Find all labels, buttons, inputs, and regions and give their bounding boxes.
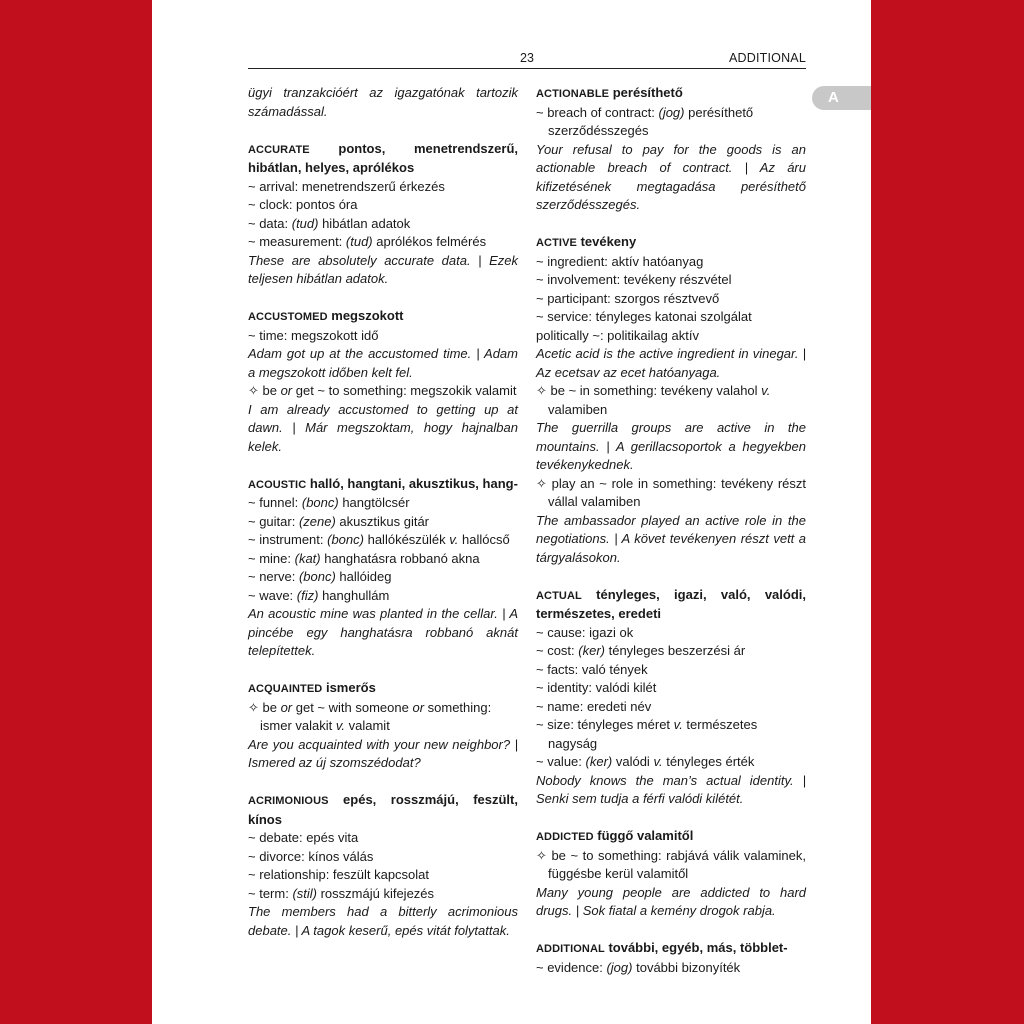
sense-text: tényleges beszerzési ár (605, 643, 746, 658)
headword: ACOUSTIC (248, 478, 307, 491)
sense: ~ ingredient: aktív hatóanyag (536, 253, 704, 269)
entry-additional (536, 939, 806, 977)
sense (248, 587, 518, 606)
sense: ~ clock: pontos óra (248, 197, 358, 212)
entry-acrimonious (248, 791, 518, 940)
sense: ~ facts: való tények (536, 661, 648, 677)
domain-label: (tud) (291, 215, 319, 231)
sense (248, 215, 518, 234)
entry-accurate (248, 140, 518, 289)
example: Your refusal to pay for the goods is an actionable breach of contract. | Az áru kifizetésének megtagadása perésíthető szerződésszegés. (536, 141, 806, 212)
domain-label: (bonc) (298, 569, 336, 584)
sense-text: ~ evidence: (536, 959, 607, 975)
example: An acoustic mine was planted in the cellar. | A pincébe egy hanghatásra robbanó aknát telepítettek. (248, 606, 518, 658)
running-head: ADDITIONAL (728, 51, 806, 65)
entry-acquainted (248, 679, 518, 773)
phrase-text: something: ismer valakit (260, 699, 492, 733)
left-column (248, 84, 518, 959)
example: Acetic acid is the active ingredient in vinegar. | Az ecetsav az ecet hatóanyaga. (536, 346, 806, 380)
sense-text: perésíthető szerződésszegés (548, 104, 754, 138)
sense-text: ~ instrument: (248, 532, 328, 547)
sense-text: hanghullám (318, 587, 390, 603)
or-word: v. (673, 717, 683, 732)
sense-text: ~ value: (536, 754, 586, 769)
headword: ACRIMONIOUS (248, 795, 329, 807)
sense-text: hibátlan adatok (318, 215, 411, 231)
entry-continuation (248, 84, 518, 121)
headword: ADDICTED (536, 831, 594, 843)
sense (248, 233, 518, 252)
sense (536, 716, 806, 753)
sense-text: ~ guitar: (248, 513, 299, 529)
gloss: halló, hangtani, akusztikus, hang- (309, 475, 518, 491)
page-header (248, 50, 806, 69)
sense: ~ participant: szorgos résztvevő (536, 290, 720, 306)
example: The guerrilla groups are active in the mountains. | A gerillacsoportok a hegyekben tevékenykednek. (536, 420, 806, 472)
sense-text: ~ size: tényleges méret (536, 717, 674, 732)
headword: ACQUAINTED (248, 683, 323, 695)
entry-head (248, 475, 518, 495)
phrase (536, 382, 806, 419)
thumb-index-tab[interactable]: A (812, 86, 871, 110)
gloss: megszokott (331, 308, 404, 323)
example: Are you acquainted with your new neighbor? | Ismered az új szomszédodat? (248, 736, 518, 770)
sense-text: valódi (612, 754, 654, 769)
headword: ACTUAL (536, 589, 582, 602)
sense: ~ relationship: feszült kapcsolat (248, 867, 430, 882)
entry-head (248, 307, 518, 327)
gloss: epés, rosszmájú, feszült, kínos (248, 792, 518, 827)
domain-label: (bonc) (327, 532, 364, 547)
sense: ~ service: tényleges katonai szolgálat (536, 309, 752, 324)
entry-actual (536, 586, 806, 809)
sense (248, 513, 518, 532)
sense-text: aprólékos felmérés (372, 234, 487, 249)
sense-text: ~ breach of contract: (536, 104, 659, 120)
entry-head (248, 679, 518, 699)
domain-label: (jog) (606, 959, 633, 975)
entry-actionable (536, 84, 806, 215)
domain-label: (fiz) (296, 587, 319, 603)
gloss: ismerős (325, 680, 376, 695)
headword: ACCUSTOMED (248, 311, 328, 323)
sense (248, 885, 518, 904)
domain-label: (kat) (294, 550, 321, 566)
gloss: tényleges, igazi, való, valódi, természetes, eredeti (536, 586, 806, 621)
gloss: perésíthető (612, 85, 683, 100)
sense (536, 959, 806, 978)
phrase (248, 382, 518, 401)
or-word: or (412, 699, 425, 715)
or-word: or (280, 383, 293, 398)
entry-accustomed (248, 307, 518, 456)
sense: ~ name: eredeti név (536, 698, 652, 714)
or-word: v. (761, 383, 771, 398)
domain-label: (ker) (578, 643, 605, 658)
sense-text: ~ funnel: (248, 495, 302, 510)
example: Many young people are addicted to hard drugs. | Sok fiatal a kemény drogok rabja. (536, 884, 806, 918)
phrase (248, 699, 518, 736)
example: The ambassador played an active role in the negotiations. | A követ tevékenyen részt vett a tárgyalásokon. (536, 512, 806, 565)
entry-head (536, 827, 806, 847)
sense: ~ identity: valódi kilét (536, 680, 657, 695)
phrase: ✧ be ~ to something: rabjává válik valaminek, függésbe kerül valamitől (536, 847, 806, 881)
sense: ~ divorce: kínos válás (248, 848, 374, 864)
example: I am already accustomed to getting up at dawn. | Már megszoktam, hogy hajnalban kelek. (248, 401, 518, 454)
sense-text: ~ term: (248, 885, 293, 901)
sense: politically ~: politikailag aktív (536, 327, 699, 343)
sense-text: tényleges érték (662, 754, 755, 769)
sense-text: ~ cost: (536, 643, 579, 658)
headword: ADDITIONAL (536, 943, 605, 955)
domain-label: (ker) (585, 754, 613, 769)
phrase-text: ✧ be (248, 383, 281, 398)
domain-label: (jog) (658, 104, 685, 120)
sense (248, 494, 518, 513)
sense-text: ~ measurement: (248, 234, 346, 249)
sense-text: rosszmájú kifejezés (316, 885, 435, 901)
sense (536, 104, 806, 141)
sense-text: ~ data: (248, 215, 292, 231)
entry-acoustic (248, 475, 518, 661)
sense-text: hallóideg (335, 569, 392, 584)
sense (248, 568, 518, 587)
sense-text: ~ wave: (248, 587, 297, 603)
gloss: függő valamitől (597, 828, 694, 843)
domain-label: (bonc) (301, 495, 339, 510)
sense (248, 550, 518, 569)
sense: ~ cause: igazi ok (536, 624, 634, 640)
example: Nobody knows the man’s actual identity. | Senki sem tudja a férfi valódi kilétét. (536, 772, 806, 806)
gloss: tevékeny (580, 234, 637, 249)
phrase-text: ✧ be ~ in something: tevékeny valahol (536, 383, 762, 398)
entry-addicted (536, 827, 806, 921)
entry-active (536, 233, 806, 567)
sense (248, 531, 518, 550)
phrase: ✧ play an ~ role in something: tevékeny részt vállal valamiben (536, 475, 806, 509)
gloss: pontos, menetrendszerű, hibátlan, helyes, aprólékos (248, 140, 518, 175)
example: Adam got up at the accustomed time. | Adam a megszokott időben kelt fel. (248, 346, 518, 380)
sense: ~ debate: epés vita (248, 830, 359, 845)
sense-text: hallócső (458, 532, 510, 547)
sense-text: hallókészülék (363, 532, 450, 547)
right-column (536, 84, 806, 996)
headword: ACTIVE (536, 237, 577, 249)
sense-text: természetes nagyság (548, 717, 758, 751)
sense-text: hangtölcsér (338, 495, 410, 510)
domain-label: (tud) (345, 234, 373, 249)
sense-text: hanghatásra robbanó akna (320, 550, 480, 566)
domain-label: (stil) (292, 885, 317, 901)
headword: ACTIONABLE (536, 88, 610, 100)
headword: ACCURATE (248, 143, 310, 156)
sense-text: ~ mine: (248, 550, 295, 566)
or-word: or (280, 699, 293, 715)
or-word: v. (449, 532, 459, 547)
entry-head (536, 586, 806, 624)
sense: ~ arrival: menetrendszerű érkezés (248, 178, 445, 194)
sense-text: további bizonyíték (632, 959, 741, 975)
page-number: 23 (520, 51, 534, 65)
domain-label: (zene) (298, 513, 336, 529)
phrase-text: valamit (345, 718, 390, 733)
sense (536, 642, 806, 661)
phrase-text: get ~ with someone (292, 699, 413, 715)
sense: ~ involvement: tevékeny részvétel (536, 272, 732, 287)
entry-head (536, 233, 806, 253)
example: These are absolutely accurate data. | Ezek teljesen hibátlan adatok. (248, 252, 518, 286)
gloss: további, egyéb, más, többlet- (608, 940, 788, 955)
sense-text: ~ nerve: (248, 569, 299, 584)
phrase-text: valamiben (548, 401, 608, 417)
example: ügyi tranzakcióért az igazgatónak tartozik számadással. (248, 85, 518, 119)
entry-head (536, 939, 806, 959)
entry-head (248, 140, 518, 178)
or-word: v. (653, 754, 663, 769)
sense-text: akusztikus gitár (335, 513, 430, 529)
or-word: v. (335, 718, 346, 733)
example: The members had a bitterly acrimonious debate. | A tagok keserű, epés vitát folytattak. (248, 904, 518, 938)
entry-head (536, 84, 806, 104)
sense (536, 753, 806, 772)
phrase-text: ✧ be (248, 699, 281, 715)
entry-head (248, 791, 518, 829)
phrase-text: get ~ to something: megszokik valamit (292, 383, 517, 398)
sense: ~ time: megszokott idő (248, 327, 379, 343)
